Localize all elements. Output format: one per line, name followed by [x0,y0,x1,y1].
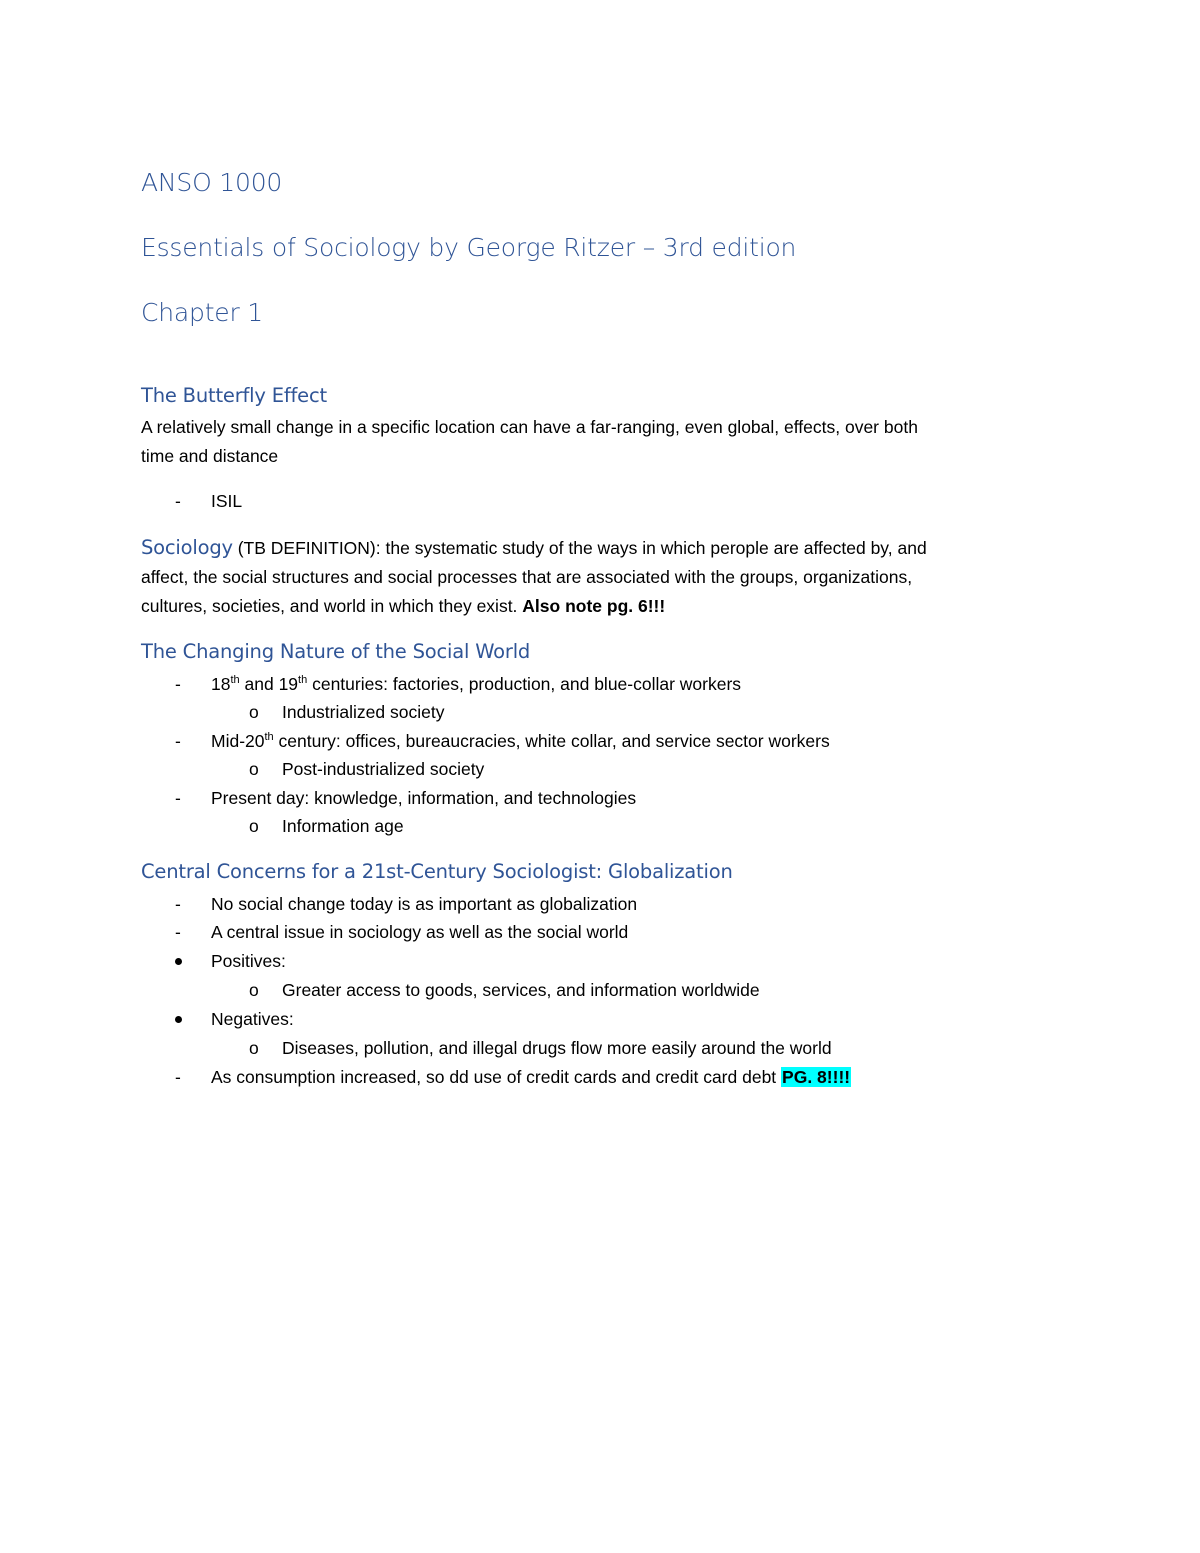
dash-marker: - [175,788,181,808]
changing-item-1-sub: Industrialized society [282,702,445,722]
item1-sup2: th [298,674,308,687]
globalization-heading: Central Concerns for a 21st-Century Sociologist: Globalization [141,860,733,883]
highlighted-page-ref: PG. 8!!!! [782,1067,851,1087]
butterfly-heading: The Butterfly Effect [141,384,327,407]
changing-item-2-sub: Post-industrialized society [282,759,485,779]
item1-rest: centuries: factories, production, and blue-collar workers [307,674,742,694]
textbook-title: Essentials of Sociology by George Ritzer – 3rd edition [141,233,797,262]
circle-marker: o [249,1038,259,1058]
globalization-item-2: A central issue in sociology as well as the social world [211,922,629,942]
positives-sub: Greater access to goods, services, and information worldwide [282,980,760,1000]
negatives-label: Negatives: [211,1009,294,1029]
circle-marker: o [249,702,259,722]
sociology-label: (TB DEFINITION): [232,538,386,558]
dash-marker: - [175,491,181,511]
dash-marker: - [175,1067,181,1087]
circle-marker: o [249,816,259,836]
changing-item-3: Present day: knowledge, information, and technologies [211,788,637,808]
butterfly-definition-line2: time and distance [141,446,279,466]
item2-rest: century: offices, bureaucracies, white collar, and service sector workers [273,731,830,751]
sociology-definition [141,533,927,621]
chapter-title: Chapter 1 [141,298,264,327]
item2-sup: th [264,731,274,744]
sociology-term: Sociology [141,536,233,559]
sociology-line2: affect, the social structures and social processes that are associated with the groups, organizations, [141,567,913,587]
item1-num: 18 [211,674,231,694]
credit-card-text: As consumption increased, so dd use of credit cards and credit card debt [211,1067,782,1087]
dash-marker: - [175,731,181,751]
globalization-item-1: No social change today is as important as globalization [211,894,638,914]
bullet-dot-icon [175,1016,182,1023]
item1-sup1: th [230,674,240,687]
dash-marker: - [175,894,181,914]
globalization-item-last [211,1065,851,1089]
negatives-sub: Diseases, pollution, and illegal drugs flow more easily around the world [282,1038,832,1058]
course-code-title: ANSO 1000 [141,168,283,197]
butterfly-definition [141,413,918,471]
changing-heading: The Changing Nature of the Social World [141,640,531,663]
sociology-line1-rest: the systematic study of the ways in which perople are affected by, and [385,538,927,558]
circle-marker: o [249,980,259,1000]
sociology-line3 [141,592,927,621]
sociology-line3-text: cultures, societies, and world in which they exist. [141,596,523,616]
sociology-line1 [141,533,927,563]
changing-item-1 [211,672,741,696]
item1-and: and 19 [239,674,299,694]
circle-marker: o [249,759,259,779]
item2-pre: Mid-20 [211,731,265,751]
dash-marker: - [175,674,181,694]
changing-item-3-sub: Information age [282,816,404,836]
sociology-note: Also note pg. 6!!! [522,596,666,616]
changing-item-2 [211,729,830,753]
bullet-dot-icon [175,958,182,965]
positives-label: Positives: [211,951,286,971]
dash-marker: - [175,922,181,942]
butterfly-example: ISIL [211,491,243,511]
butterfly-definition-line1: A relatively small change in a specific location can have a far-ranging, even global, effects, over both [141,417,918,437]
